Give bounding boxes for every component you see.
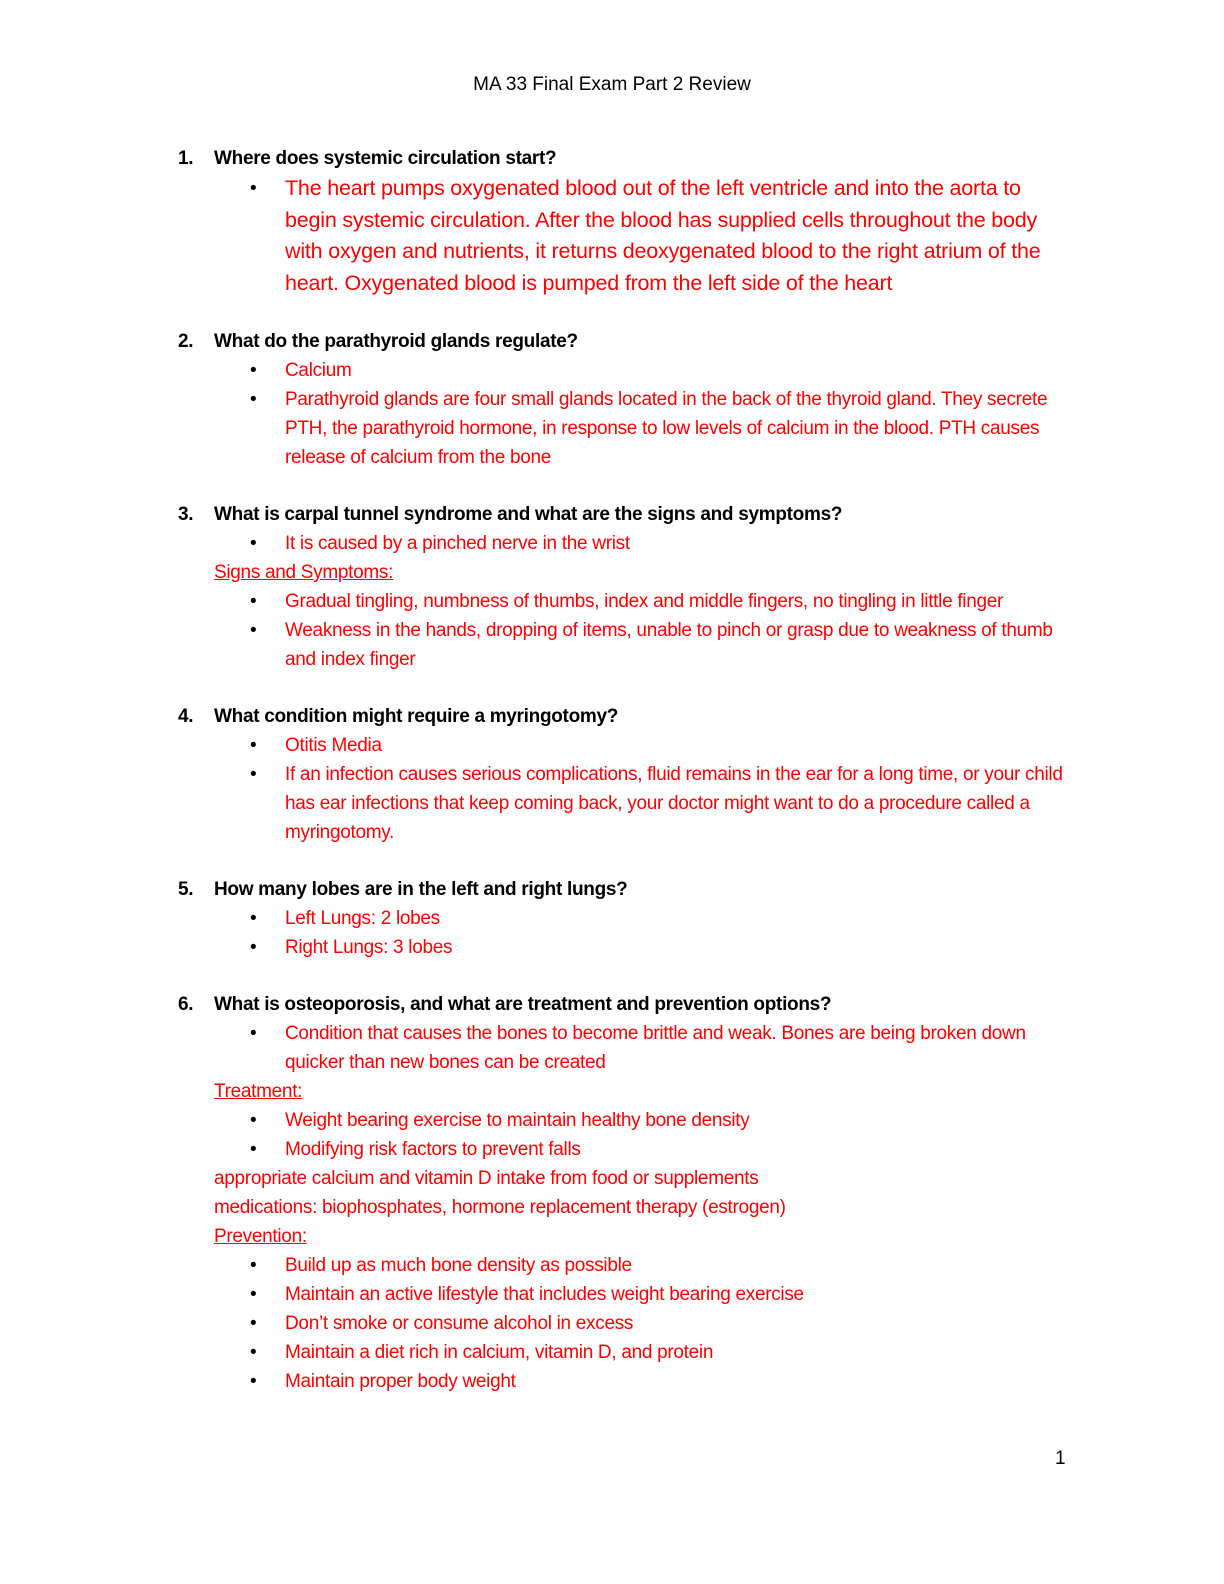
signs-symptoms-heading: Signs and Symptoms: (214, 562, 394, 583)
bullet-icon: • (250, 1139, 257, 1160)
bullet-icon: • (250, 735, 257, 756)
answer-bullet: • Condition that causes the bones to become brittle and weak. Bones are being broken down quicker than new bones can be created (178, 1019, 1068, 1077)
question-text: What is carpal tunnel syndrome and what are the signs and symptoms? (214, 504, 843, 525)
question-number: 1. (178, 148, 194, 169)
answer-bullet: • Left Lungs: 2 lobes (178, 904, 1068, 933)
page-number: 1 (1055, 1448, 1066, 1469)
question-number: 6. (178, 994, 194, 1015)
answer-bullet: • Build up as much bone density as possible (178, 1251, 1068, 1280)
answer-bullet: • Don’t smoke or consume alcohol in excess (178, 1309, 1068, 1338)
answer-bullet: • Gradual tingling, numbness of thumbs, index and middle fingers, no tingling in little finger (178, 587, 1068, 616)
question-number: 4. (178, 706, 194, 727)
answer-list (178, 1019, 1068, 1077)
answer-bullet: • Maintain a diet rich in calcium, vitamin D, and protein (178, 1338, 1068, 1367)
bullet-icon: • (250, 764, 257, 785)
question-number: 2. (178, 331, 194, 352)
bullet-icon: • (250, 937, 257, 958)
bullet-icon: • (250, 360, 257, 381)
treatment-list (178, 1106, 1068, 1164)
bullet-icon: • (250, 1342, 257, 1363)
question-text: How many lobes are in the left and right lungs? (214, 879, 628, 900)
question-text: What is osteoporosis, and what are treatment and prevention options? (214, 994, 832, 1015)
bullet-icon: • (250, 1371, 257, 1392)
answer-bullet: • The heart pumps oxygenated blood out of the left ventricle and into the aorta to begin systemic circulation. After the blood has supplied cells throughout the body with oxygen and nutrients, it returns deoxygenated blood to the right atrium of the heart. Oxygenated blood is pumped from the left side of the heart (178, 173, 1068, 299)
treatment-heading: Treatment: (214, 1081, 303, 1102)
answer-bullet: • Weakness in the hands, dropping of items, unable to pinch or grasp due to weakness of thumb and index finger (178, 616, 1068, 674)
bullet-icon: • (250, 620, 257, 641)
treatment-line: appropriate calcium and vitamin D intake from food or supplements (214, 1168, 759, 1189)
answer-bullet: • Maintain an active lifestyle that includes weight bearing exercise (178, 1280, 1068, 1309)
question-6 (178, 990, 1068, 1396)
question-number: 3. (178, 504, 194, 525)
bullet-icon: • (250, 591, 257, 612)
answer-bullet: • Parathyroid glands are four small glands located in the back of the thyroid gland. They secrete PTH, the parathyroid hormone, in response to low levels of calcium in the blood. PTH causes release of calcium from the bone (178, 385, 1068, 472)
bullet-icon: • (250, 533, 257, 554)
prevention-heading: Prevention: (214, 1226, 307, 1247)
bullet-icon: • (250, 389, 257, 410)
question-4 (178, 702, 1068, 847)
bullet-icon: • (250, 908, 257, 929)
answer-bullet: • If an infection causes serious complications, fluid remains in the ear for a long time, or your child has ear infections that keep coming back, your doctor might want to do a procedure called a myringotomy. (178, 760, 1068, 847)
answer-bullet: • Modifying risk factors to prevent falls (178, 1135, 1068, 1164)
answer-list (178, 904, 1068, 962)
question-1 (178, 144, 1068, 299)
question-text: What condition might require a myringotomy? (214, 706, 619, 727)
document-title: MA 33 Final Exam Part 2 Review (473, 74, 751, 95)
answer-bullet: • Right Lungs: 3 lobes (178, 933, 1068, 962)
question-3 (178, 500, 1068, 674)
question-text: Where does systemic circulation start? (214, 148, 557, 169)
bullet-icon: • (250, 1110, 257, 1131)
question-text: What do the parathyroid glands regulate? (214, 331, 578, 352)
signs-symptoms-list (178, 587, 1068, 674)
treatment-line: medications: biophosphates, hormone replacement therapy (estrogen) (214, 1197, 786, 1218)
bullet-icon: • (250, 1313, 257, 1334)
bullet-icon: • (250, 1023, 257, 1044)
question-5 (178, 875, 1068, 962)
answer-bullet: • Calcium (178, 356, 1068, 385)
answer-bullet: • Maintain proper body weight (178, 1367, 1068, 1396)
bullet-icon: • (250, 1284, 257, 1305)
bullet-icon: • (250, 178, 257, 199)
answer-bullet: • Otitis Media (178, 731, 1068, 760)
answer-list (178, 731, 1068, 847)
question-2 (178, 327, 1068, 472)
bullet-icon: • (250, 1255, 257, 1276)
answer-bullet: • It is caused by a pinched nerve in the wrist (178, 529, 1068, 558)
question-number: 5. (178, 879, 194, 900)
answer-list (178, 529, 1068, 558)
prevention-list (178, 1251, 1068, 1396)
answer-bullet: • Weight bearing exercise to maintain healthy bone density (178, 1106, 1068, 1135)
answer-list (178, 356, 1068, 472)
document-body (178, 144, 1068, 1424)
answer-list (178, 173, 1068, 299)
